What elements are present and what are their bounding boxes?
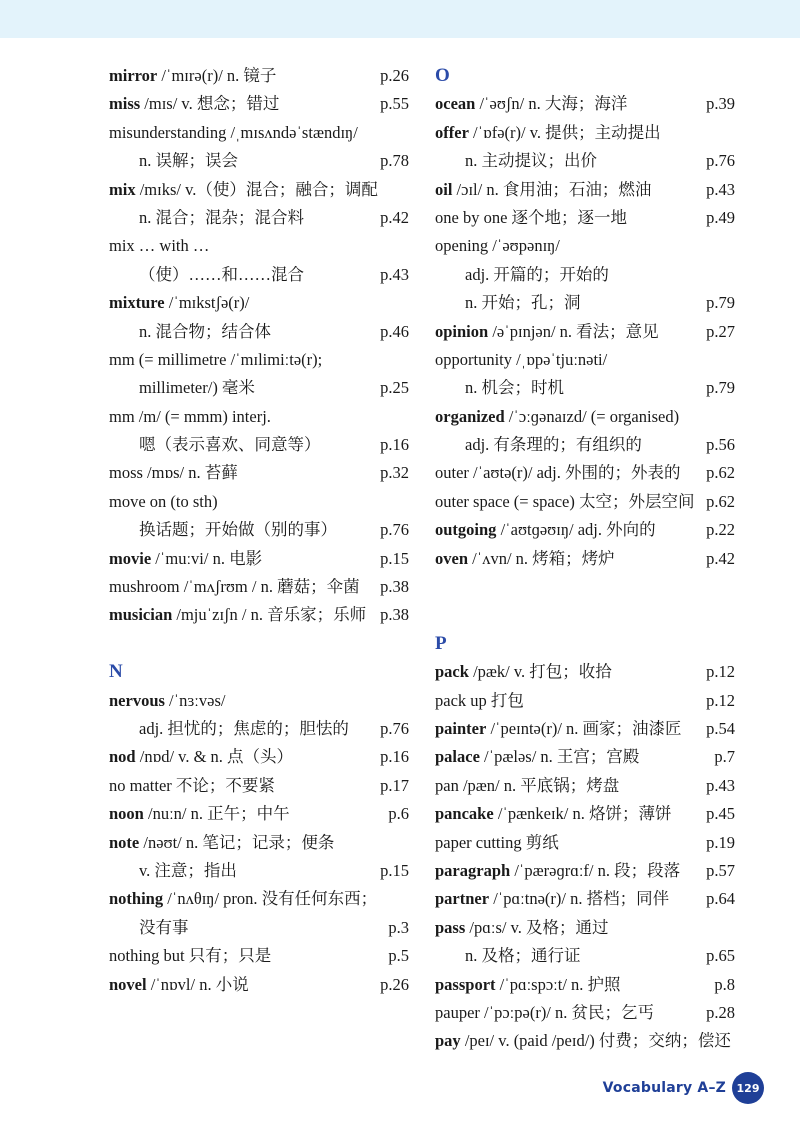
page-reference: p.64 [706, 889, 735, 909]
headword: offer [435, 122, 469, 142]
vocab-entry-line [109, 715, 409, 743]
vocab-entry-line [109, 374, 409, 402]
entry-definition: /ˈʌvn/ n. 烤箱；烤炉 [468, 548, 615, 568]
page-reference: p.49 [706, 207, 735, 227]
headword: noon [109, 804, 144, 824]
vocab-entry-line [109, 772, 409, 800]
entry-definition: 换话题；开始做（别的事） [139, 520, 337, 540]
entry-definition: outer space (= space) 太空；外层空间 [435, 491, 695, 511]
entry-definition: opening /ˈəʊpənɪŋ/ [435, 236, 560, 256]
entry-definition: adj. 开篇的；开始的 [465, 264, 609, 284]
entry-definition: one by one 逐个地；逐一地 [435, 207, 628, 227]
vocab-entry-line [109, 573, 409, 601]
entry-definition: outer /ˈaʊtə(r)/ adj. 外围的；外表的 [435, 463, 681, 483]
page-reference: p.28 [706, 1002, 735, 1022]
page-reference: p.25 [380, 378, 409, 398]
headword: mirror [109, 66, 158, 85]
section-gap [109, 630, 409, 658]
entry-definition: misunderstanding /ˌmɪsʌndəˈstændɪŋ/ [109, 122, 358, 142]
page-reference: p.12 [706, 690, 735, 710]
vocab-entry-line [435, 829, 735, 857]
vocab-entry-line [109, 885, 409, 913]
headword: painter [435, 718, 487, 738]
entry-definition: /mɪs/ v. 想念；错过 [140, 94, 280, 114]
headword: oil [435, 179, 453, 199]
entry-definition: /ˈmuːvi/ n. 电影 [151, 548, 263, 568]
vocab-entry-line [109, 90, 409, 118]
headword: nod [109, 747, 136, 767]
headword: movie [109, 548, 152, 568]
headword: musician [109, 605, 173, 625]
vocab-entry-line [435, 147, 735, 175]
entry-definition: /ˈɒfə(r)/ v. 提供；主动提出 [468, 122, 661, 142]
entry-definition: moss /mɒs/ n. 苔藓 [109, 463, 238, 483]
entry-definition: n. 主动提议；出价 [465, 151, 597, 171]
page-reference: p.3 [388, 917, 409, 937]
page-reference: p.54 [706, 718, 735, 738]
vocab-entry-line [109, 800, 409, 828]
entry-definition: /əˈpɪnjən/ n. 看法；意见 [488, 321, 659, 341]
vocab-entry-line [435, 743, 735, 771]
left-column [109, 62, 409, 999]
page-reference: p.22 [706, 520, 735, 540]
vocab-entry-line [109, 176, 409, 204]
entry-definition: /nɒd/ v. & n. 点（头） [135, 747, 294, 767]
entry-definition: /ˈmɪkstʃə(r)/ [164, 293, 250, 313]
entry-definition: （使）……和……混合 [139, 264, 304, 284]
headword: novel [109, 974, 147, 994]
entry-definition: adj. 有条理的；有组织的 [465, 435, 642, 455]
headword: ocean [435, 94, 476, 114]
entry-definition: pan /pæn/ n. 平底锅；烤盘 [435, 775, 620, 795]
page-reference: p.8 [714, 974, 735, 994]
vocab-entry-line [109, 971, 409, 999]
vocab-entry-line [435, 261, 735, 289]
page-reference: p.15 [380, 860, 409, 880]
headword: palace [435, 747, 480, 767]
vocab-entry-line [435, 431, 735, 459]
entry-definition: mix … with … [109, 236, 210, 256]
entry-definition: no matter 不论；不要紧 [109, 775, 275, 795]
headword: partner [435, 889, 490, 909]
page-reference: p.16 [380, 435, 409, 455]
page-reference: p.27 [706, 321, 735, 341]
entry-definition: /ɔɪl/ n. 食用油；石油；燃油 [452, 179, 652, 199]
page-reference: p.78 [380, 151, 409, 171]
vocab-entry-line [435, 289, 735, 317]
headword: opinion [435, 321, 489, 341]
vocab-entry-line [435, 346, 735, 374]
page-reference: p.79 [706, 293, 735, 313]
headword: pay [435, 1031, 461, 1051]
entry-definition: /ˈpɑːtnə(r)/ n. 搭档；同伴 [489, 889, 670, 909]
section-letter-heading: N [109, 661, 123, 683]
entry-definition: opportunity /ˌɒpəˈtjuːnəti/ [435, 349, 608, 369]
entry-definition: /ˈpænkeɪk/ n. 烙饼；薄饼 [493, 804, 672, 824]
vocab-entry-line [109, 204, 409, 232]
entry-definition: n. 开始；孔；洞 [465, 293, 581, 313]
page-number-badge: 129 [732, 1072, 764, 1104]
vocab-entry-line [109, 346, 409, 374]
vocab-entry-line [435, 204, 735, 232]
page-reference: p.56 [706, 435, 735, 455]
page-reference: p.62 [706, 491, 735, 511]
vocab-entry-line [435, 488, 735, 516]
entry-definition: /ˈnɜːvəs/ [164, 690, 226, 710]
headword: nervous [109, 690, 165, 710]
page-reference: p.6 [388, 804, 409, 824]
entry-definition: 嗯（表示喜欢、同意等） [139, 435, 321, 455]
entry-definition: nothing but 只有；只是 [109, 946, 272, 966]
vocab-entry-line [435, 999, 735, 1027]
vocab-entry-line [109, 488, 409, 516]
page-reference: p.76 [380, 718, 409, 738]
vocab-entry-line [109, 545, 409, 573]
vocab-entry-line [109, 431, 409, 459]
entry-definition: /ˈpɑːspɔːt/ n. 护照 [495, 974, 621, 994]
footer-section-title: Vocabulary A–Z [602, 1080, 726, 1096]
vocab-entry-line [435, 1027, 735, 1055]
entry-definition: n. 混合物；结合体 [139, 321, 271, 341]
entry-definition: /ˈəʊʃn/ n. 大海；海洋 [475, 94, 628, 114]
entry-definition: n. 及格；通行证 [465, 946, 581, 966]
vocab-entry-line [435, 119, 735, 147]
vocab-entry-line [109, 687, 409, 715]
entry-definition: adj. 担忧的；焦虑的；胆怯的 [139, 718, 349, 738]
vocab-entry-line [109, 743, 409, 771]
page-reference: p.42 [706, 548, 735, 568]
vocab-entry-line [435, 857, 735, 885]
entry-definition: /ˈmɪrə(r)/ n. 镜子 [157, 66, 277, 85]
entry-definition: /ˈpeɪntə(r)/ n. 画家；油漆匠 [486, 718, 682, 738]
entry-definition: n. 机会；时机 [465, 378, 564, 398]
entry-definition: mm (= millimetre /ˈmɪlimiːtə(r); [109, 349, 323, 369]
vocab-entry-line [435, 318, 735, 346]
page-reference: p.43 [380, 264, 409, 284]
page-reference: p.76 [706, 151, 735, 171]
page-reference: p.26 [380, 66, 409, 85]
page-reference: p.5 [388, 946, 409, 966]
vocab-entry-line [435, 232, 735, 260]
entry-definition: pauper /ˈpɔːpə(r)/ n. 贫民；乞丐 [435, 1002, 655, 1022]
page-reference: p.7 [714, 747, 735, 767]
top-color-band [0, 0, 800, 38]
page-reference: p.76 [380, 520, 409, 540]
headword: mixture [109, 293, 165, 313]
entry-definition: /nuːn/ n. 正午；中午 [143, 804, 290, 824]
vocab-entry-line [435, 658, 735, 686]
page-reference: p.43 [706, 775, 735, 795]
entry-definition: mushroom /ˈmʌʃrʊm / n. 蘑菇；伞菌 [109, 577, 360, 597]
page-reference: p.43 [706, 179, 735, 199]
entry-definition: /ˈaʊtɡəʊɪŋ/ adj. 外向的 [496, 520, 656, 540]
headword: outgoing [435, 520, 497, 540]
vocab-entry-line [109, 857, 409, 885]
section-gap [435, 601, 735, 629]
entry-definition: 没有事 [139, 917, 189, 937]
headword: mix [109, 179, 136, 199]
page-reference: p.65 [706, 946, 735, 966]
entry-definition: pack up 打包 [435, 690, 524, 710]
vocab-entry-line [109, 914, 409, 942]
vocab-entry-line [109, 147, 409, 175]
page-reference: p.38 [380, 577, 409, 597]
vocab-entry-line [435, 545, 735, 573]
page-reference: p.45 [706, 804, 735, 824]
section-letter-heading: O [435, 65, 450, 86]
vocab-entry-line [435, 885, 735, 913]
headword: nothing [109, 889, 164, 909]
page-reference: p.19 [706, 832, 735, 852]
page-reference: p.32 [380, 463, 409, 483]
entry-definition: n. 误解；误会 [139, 151, 238, 171]
page-reference: p.16 [380, 747, 409, 767]
vocab-entry-line [109, 261, 409, 289]
page-reference: p.62 [706, 463, 735, 483]
vocab-entry-line [435, 374, 735, 402]
entry-definition: move on (to sth) [109, 491, 218, 511]
entry-definition: /pæk/ v. 打包；收拾 [468, 662, 612, 682]
page-reference: p.79 [706, 378, 735, 398]
headword: note [109, 832, 140, 852]
vocab-entry-line [435, 800, 735, 828]
vocab-entry-line [109, 942, 409, 970]
right-column [435, 62, 735, 1056]
entry-definition: v. 注意；指出 [139, 860, 237, 880]
vocab-entry-line [435, 403, 735, 431]
headword: paragraph [435, 860, 511, 880]
vocab-entry-line [435, 516, 735, 544]
entry-definition: /ˈnɒvl/ n. 小说 [146, 974, 249, 994]
page-reference: p.42 [380, 207, 409, 227]
entry-definition: /ˈnʌθɪŋ/ pron. 没有任何东西； [163, 889, 378, 909]
entry-definition: /nəʊt/ n. 笔记；记录；便条 [139, 832, 335, 852]
vocab-entry-line [109, 601, 409, 629]
entry-definition: mm /m/ (= mmm) interj. [109, 406, 271, 426]
headword: oven [435, 548, 468, 568]
vocab-entry-line [435, 971, 735, 999]
page-reference: p.17 [380, 775, 409, 795]
page-reference: p.39 [706, 94, 735, 114]
page-reference: p.26 [380, 974, 409, 994]
page-reference: p.55 [380, 94, 409, 114]
headword: organized [435, 406, 505, 426]
section-gap [435, 573, 735, 601]
headword: passport [435, 974, 496, 994]
vocab-entry-line [435, 772, 735, 800]
entry-definition: /ˈpærəɡrɑːf/ n. 段；段落 [510, 860, 681, 880]
vocab-entry-line [109, 459, 409, 487]
vocab-entry-line [109, 829, 409, 857]
page-reference: p.12 [706, 662, 735, 682]
page-reference: p.38 [380, 605, 409, 625]
headword: miss [109, 94, 141, 114]
vocab-entry-line [109, 232, 409, 260]
page-reference: p.57 [706, 860, 735, 880]
vocab-entry-line [109, 516, 409, 544]
entry-definition: millimeter/) 毫米 [139, 378, 255, 398]
entry-definition: /ˈpæləs/ n. 王宫；宫殿 [479, 747, 640, 767]
vocab-entry-line [435, 459, 735, 487]
entry-definition: /ˈɔːɡənaɪzd/ (= organised) [504, 406, 680, 426]
headword: pass [435, 917, 466, 937]
vocab-entry-line [435, 90, 735, 118]
entry-definition: /peɪ/ v. (paid /peɪd/) 付费；交纳；偿还 [460, 1031, 731, 1051]
entry-definition: /mjuˈzɪʃn / n. 音乐家；乐师 [172, 605, 367, 625]
section-letter-heading: P [435, 632, 447, 654]
vocab-entry-line [109, 62, 409, 90]
vocab-entry-line [435, 942, 735, 970]
vocab-entry-line [109, 119, 409, 147]
page-reference: p.46 [380, 321, 409, 341]
entry-definition: /mɪks/ v.（使）混合；融合；调配 [135, 179, 378, 199]
vocab-entry-line [435, 715, 735, 743]
vocab-entry-line [109, 289, 409, 317]
vocab-entry-line [435, 687, 735, 715]
headword: pancake [435, 804, 494, 824]
page-reference: p.15 [380, 548, 409, 568]
vocab-entry-line [109, 318, 409, 346]
vocab-entry-line [435, 176, 735, 204]
page-footer [603, 1072, 764, 1104]
headword: pack [435, 662, 469, 682]
entry-definition: /pɑːs/ v. 及格；通过 [465, 917, 609, 937]
vocab-entry-line [435, 914, 735, 942]
vocab-entry-line [109, 403, 409, 431]
entry-definition: n. 混合；混杂；混合料 [139, 207, 304, 227]
entry-definition: paper cutting 剪纸 [435, 832, 559, 852]
